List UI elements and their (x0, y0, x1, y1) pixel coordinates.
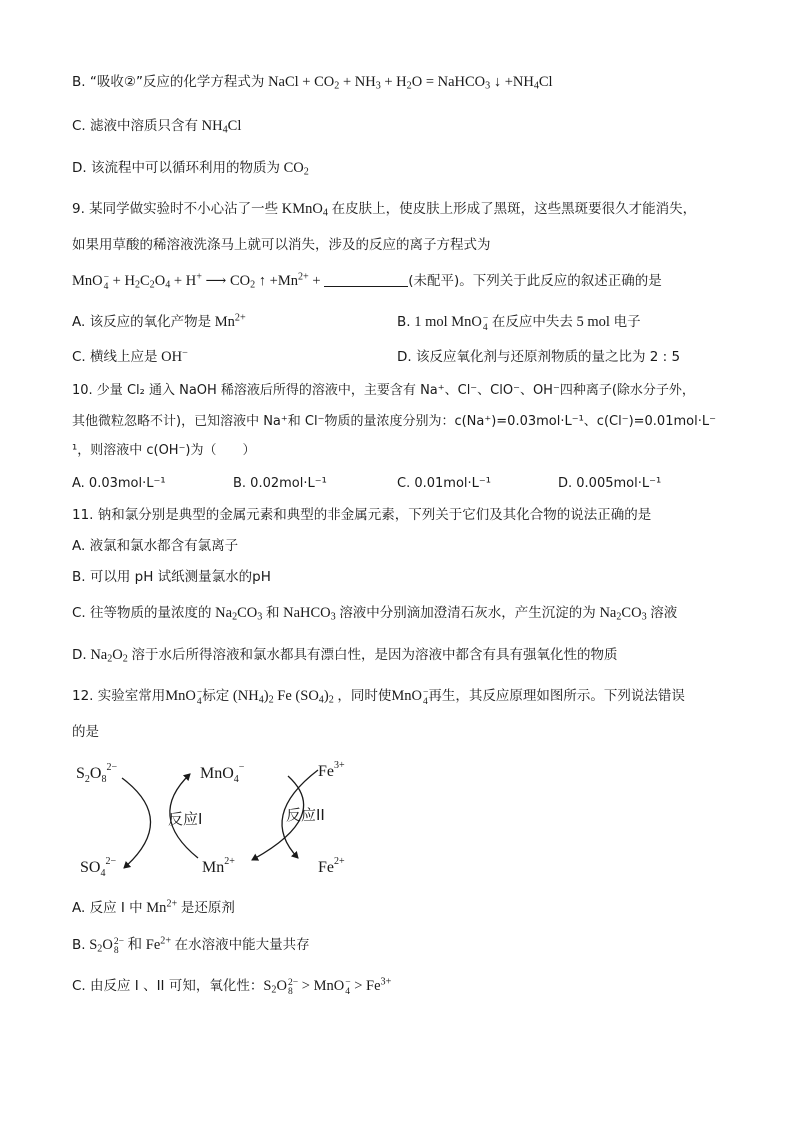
q12-option-b-text: 在水溶液中能大量共存 (174, 937, 310, 953)
q10-option-c: C. 0.01mol·L⁻¹ (397, 476, 491, 491)
q8-option-b (72, 72, 553, 92)
q9-option-b-text: 在反应中失去 (491, 314, 573, 330)
q11-option-d-text: 溶于水后所得溶液和氯水都具有漂白性，是因为溶液中都含有具有强氧化性的物质 (131, 647, 618, 663)
q12-reaction-diagram (70, 750, 370, 882)
species-s2o8: $S_2O_8^{2-}$ (76, 762, 118, 785)
q12-stem-text-c: ，同时使 (337, 688, 392, 704)
q11-option-c-text-d: 溶液 (650, 605, 678, 621)
q9-option-b-formula: 1 mol MnO − 4 (410, 312, 489, 333)
species-fe2: $Fe^{2+}$ (318, 856, 345, 876)
q9-option-b-label: B. (397, 314, 411, 330)
q8-option-d-formula: $CO_2$ (279, 160, 309, 178)
reaction1-label: 反应I (168, 810, 203, 828)
q12-option-b (72, 935, 310, 955)
q11-option-c-nahco3: NaHCO$_3$ (279, 605, 336, 623)
q12-mno4-a: MnO − 4 (165, 686, 203, 707)
q9-stem-line2 (72, 235, 491, 255)
q12-stem-line1 (72, 686, 685, 706)
q9-option-a-formula: $Mn^{2+}$ (211, 312, 246, 330)
q9-kmno4: KMnO$_4$ (278, 201, 328, 219)
reaction2-label: 反应II (286, 806, 325, 824)
q12-option-c-text: C. 由反应 I 、II 可知，氧化性： (72, 978, 264, 994)
q12-mohr-salt: $(NH_4)_2$ Fe $(SO_4)_2$ (229, 688, 334, 706)
q9-stem-text-d: (未配平)。下列关于此反应的叙述正确的是 (408, 273, 662, 289)
q9-option-d-text: D. 该反应氧化剂与还原剂物质的量之比为 2 : 5 (397, 349, 681, 365)
q9-answer-blank (324, 272, 408, 287)
q12-option-a-formula: $Mn^{2+}$ (142, 898, 178, 916)
q11-option-c-na2co3: $Na_2CO_3$ (211, 605, 263, 623)
q11-option-d-formula: $Na_2O_2$ (86, 647, 128, 665)
q8-option-b-equation: NaCl + $CO_2 + NH_3 + H_2O$ = NaHCO$_3$ ↓ $+NH_4Cl$ (264, 74, 553, 92)
species-so4: $SO_4^{2-}$ (80, 856, 117, 879)
q11-option-b: B. 可以用 pH 试纸测量氯水的pH (72, 569, 271, 585)
species-mn2: $Mn^{2+}$ (202, 856, 235, 876)
q9-stem-text-c: 如果用草酸的稀溶液洗涤马上就可以消失，涉及的反应的离子方程式为 (72, 237, 491, 253)
q8-option-c-text: C. 滤液中溶质只含有 (72, 118, 199, 134)
q8-option-c (72, 116, 241, 136)
q9-equation-formula: MnO − 4 + $H_2C_2O_4 + H^+$ ⟶ $CO_2$ ↑ $+Mn^{2+}$ + (72, 271, 325, 292)
q12-option-a-end: 是还原剂 (180, 900, 235, 916)
q8-option-d (72, 158, 309, 178)
q11-option-c-text-b: 和 (265, 605, 280, 621)
q10-option-b: B. 0.02mol·L⁻¹ (233, 476, 327, 491)
q12-option-a-text: A. 反应 I 中 (72, 900, 143, 916)
q12-stem-line2: 的是 (72, 724, 99, 740)
q12-stem-text-b: 标定 (202, 688, 230, 704)
q9-stem-text-a: 9. 某同学做实验时不小心沾了一些 (72, 201, 279, 217)
q10-option-d: D. 0.005mol·L⁻¹ (558, 476, 662, 491)
q8-option-c-formula: $NH_4Cl$ (198, 118, 242, 136)
q11-stem: 11. 钠和氯分别是典型的金属元素和典型的非金属元素，下列关于它们及其化合物的说法正确的是 (72, 507, 652, 523)
q11-option-c (72, 603, 677, 623)
q12-stem-text-d: 再生，其反应原理如图所示。下列说法错误 (428, 688, 685, 704)
q11-option-c-text-c: 溶液中分别滴加澄清石灰水，产生沉淀的为 (339, 605, 596, 621)
q12-option-b-label: B. (72, 937, 86, 953)
q12-mno4-b: MnO − 4 (391, 686, 429, 707)
q10-stem-line3: ¹，则溶液中 c(OH⁻)为（ ） (72, 443, 256, 458)
species-mno4: MnO$_4$− (200, 762, 245, 785)
q9-option-b-amount: 5 mol (572, 314, 614, 330)
q12-option-b-formula: $S_2O$ 2− 8 和 $Fe^{2+}$ (85, 935, 172, 956)
q8-option-b-text: B. “吸收②”反应的化学方程式为 (72, 74, 265, 90)
q8-option-d-text: D. 该流程中可以循环利用的物质为 (72, 160, 280, 176)
q12-option-c (72, 976, 391, 996)
q9-option-c (72, 347, 188, 367)
q10-stem-line2: 其他微粒忽略不计)，已知溶液中 Na⁺和 Cl⁻物质的量浓度分别为：c(Na⁺)=0.03mol·L⁻¹、c(Cl⁻)=0.01mol·L⁻ (72, 414, 716, 429)
q9-option-c-text: C. 横线上应是 (72, 349, 158, 365)
q12-stem-text-a: 12. 实验室常用 (72, 688, 166, 704)
q9-option-a-text: A. 该反应的氧化产物是 (72, 314, 212, 330)
q9-option-b-end: 电子 (613, 314, 641, 330)
q9-option-d (397, 347, 680, 367)
q10-option-a: A. 0.03mol·L⁻¹ (72, 476, 166, 491)
q12-option-a (72, 898, 235, 918)
q9-stem-text-b: 在皮肤上，使皮肤上形成了黑斑，这些黑斑要很久才能消失， (331, 201, 697, 217)
q11-option-c-na2co3-2: $Na_2CO_3$ (595, 605, 647, 623)
q10-stem-line1: 10. 少量 Cl₂ 通入 NaOH 稀溶液后所得的溶液中，主要含有 Na⁺、Cl⁻、ClO⁻、OH⁻四种离子(除水分子外， (72, 383, 695, 398)
q11-option-d (72, 645, 617, 665)
q9-stem-line1 (72, 199, 696, 219)
q9-option-a (72, 312, 246, 332)
q9-equation (72, 271, 662, 291)
q12-option-c-formula: $S_2O$ 2− 8 > MnO − 4 > $Fe^{3+}$ (263, 976, 392, 997)
q11-option-a: A. 液氯和氯水都含有氯离子 (72, 538, 239, 554)
q9-option-c-formula: OH− (157, 347, 188, 365)
q11-option-d-label: D. (72, 647, 87, 663)
species-fe3: $Fe^{3+}$ (318, 760, 345, 780)
reaction1-left-arc (122, 778, 151, 868)
q11-option-c-text-a: C. 往等物质的量浓度的 (72, 605, 212, 621)
q9-option-b (397, 312, 641, 332)
